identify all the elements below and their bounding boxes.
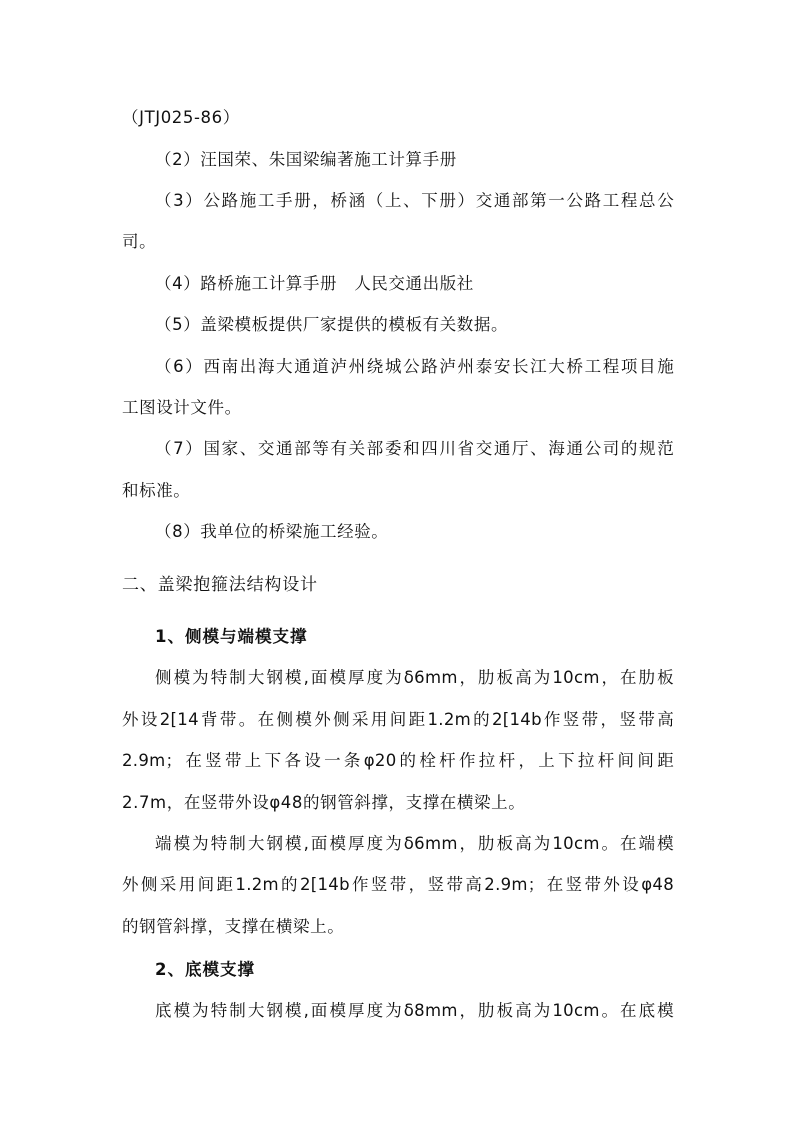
reference-item-4: （4）路桥施工计算手册 人民交通出版社 xyxy=(155,274,474,293)
reference-item-3: （3）公路施工手册，桥涵（上、下册）交通部第一公路工程总公 xyxy=(155,191,674,210)
paragraph-line: 底模为特制大钢模,面模厚度为δ8mm，肋板高为10cm。在底模 xyxy=(155,1001,674,1020)
subsection-heading-bottom-formwork: 2、底模支撑 xyxy=(155,960,255,979)
reference-item-5: （5）盖梁模板提供厂家提供的模板有关数据。 xyxy=(155,315,509,334)
paragraph-line: 端模为特制大钢模,面模厚度为δ6mm，肋板高为10cm。在端模 xyxy=(155,834,674,853)
reference-item-7-continued: 和标准。 xyxy=(122,481,191,500)
reference-standard-code: （JTJ025-86） xyxy=(122,108,240,127)
reference-item-2: （2）汪国荣、朱国梁编著施工计算手册 xyxy=(155,150,457,169)
paragraph-line: 2.9m；在竖带上下各设一条φ20的栓杆作拉杆，上下拉杆间间距 xyxy=(122,751,674,770)
reference-item-3-continued: 司。 xyxy=(122,232,157,251)
reference-item-6: （6）西南出海大通道泸州绕城公路泸州泰安长江大桥工程项目施 xyxy=(155,357,674,376)
section-heading: 二、盖梁抱箍法结构设计 xyxy=(122,575,318,595)
reference-item-6-continued: 工图设计文件。 xyxy=(122,398,242,417)
paragraph-line: 的钢管斜撑，支撑在横梁上。 xyxy=(122,917,345,936)
paragraph-line: 2.7m，在竖带外设φ48的钢管斜撑，支撑在横梁上。 xyxy=(122,793,526,812)
paragraph-line: 侧模为特制大钢模,面模厚度为δ6mm，肋板高为10cm，在肋板 xyxy=(155,668,674,687)
reference-item-7: （7）国家、交通部等有关部委和四川省交通厅、海通公司的规范 xyxy=(155,439,674,458)
reference-item-8: （8）我单位的桥梁施工经验。 xyxy=(155,522,389,541)
paragraph-line: 外侧采用间距1.2m的2[14b作竖带，竖带高2.9m；在竖带外设φ48 xyxy=(122,875,674,894)
subsection-heading-side-end-formwork: 1、侧模与端模支撑 xyxy=(155,627,308,646)
paragraph-line: 外设2[14背带。在侧模外侧采用间距1.2m的2[14b作竖带，竖带高 xyxy=(122,710,674,729)
